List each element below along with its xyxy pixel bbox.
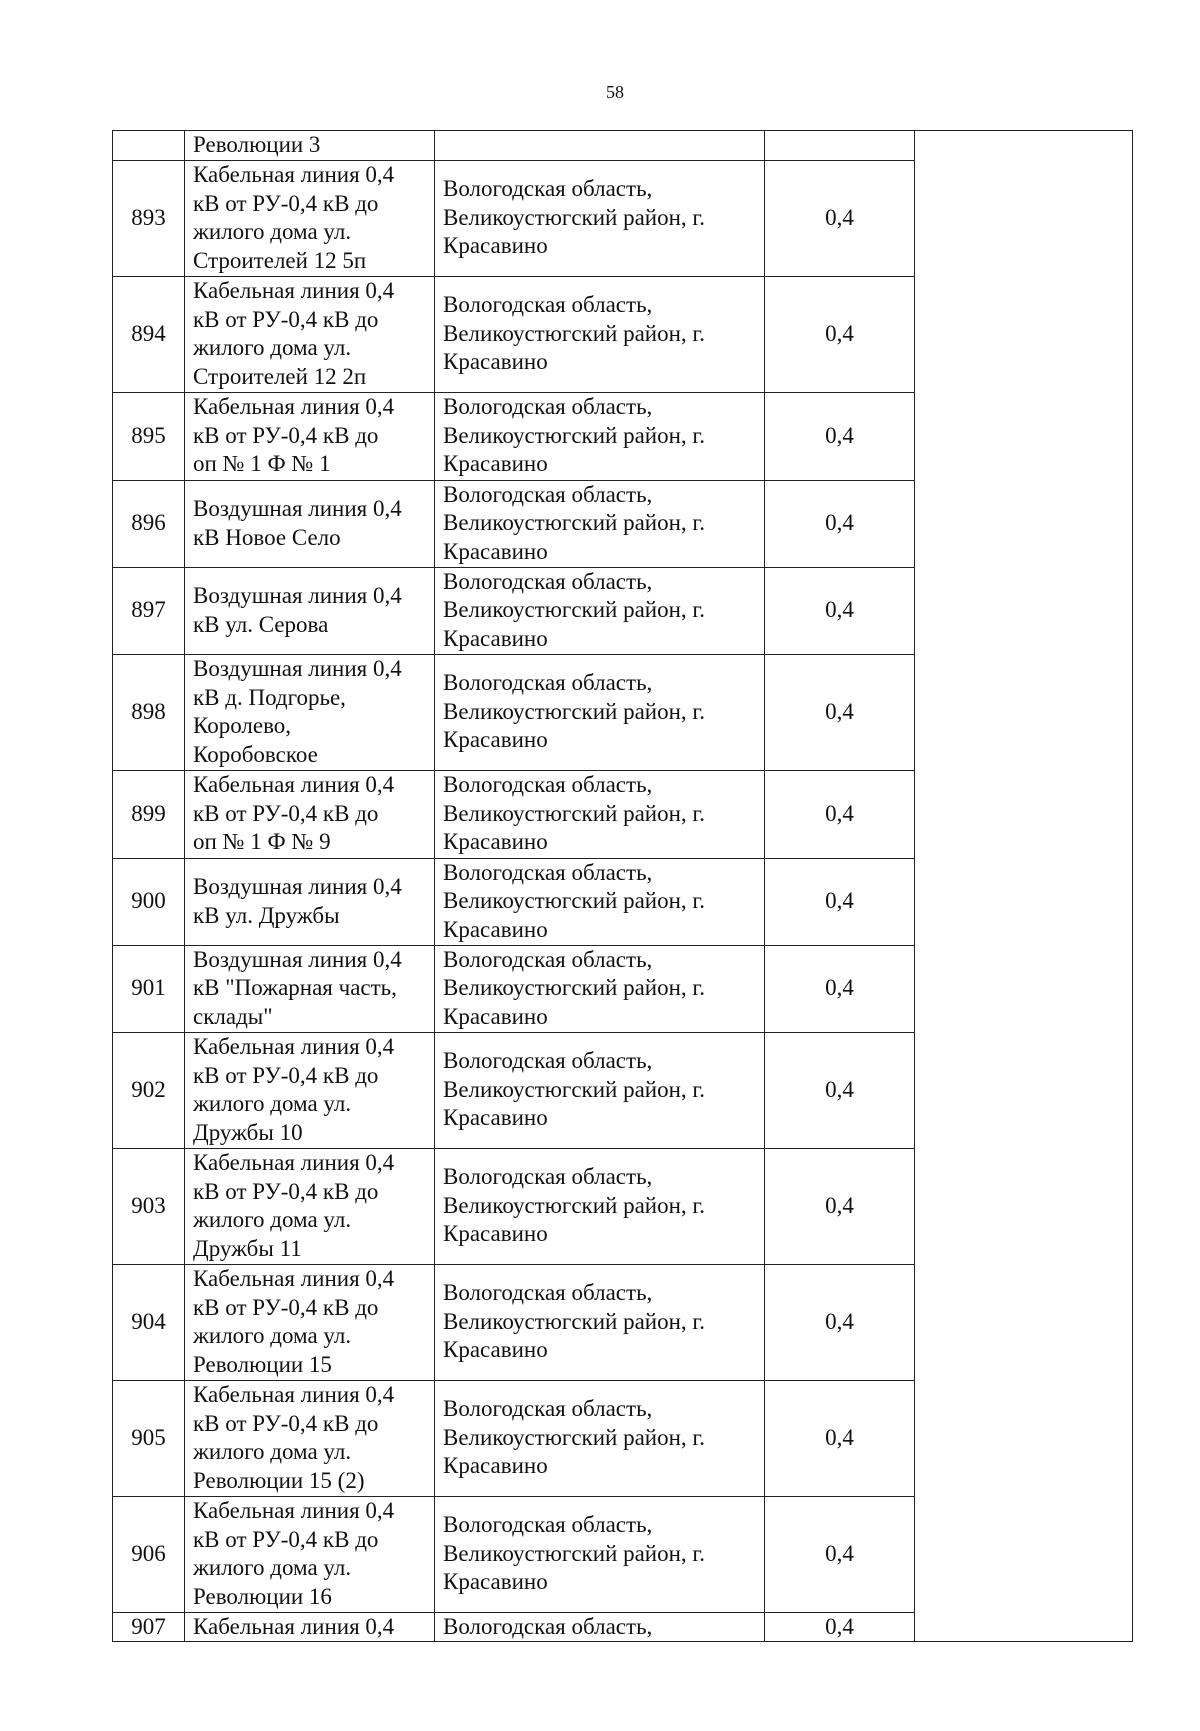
location-line: Великоустюгский район, г. (443, 597, 706, 623)
location-line: Великоустюгский район, г. (443, 1308, 706, 1334)
location-line: Вологодская область, (443, 1396, 653, 1422)
voltage: 0,4 (765, 1148, 915, 1264)
voltage: 0,4 (765, 1612, 915, 1642)
location-line: Вологодская область, (443, 481, 653, 507)
line-name (185, 276, 435, 392)
line-name (185, 1148, 435, 1264)
name-line: оп № 1 Ф № 1 (193, 451, 331, 477)
name-line: Строителей 12 5п (193, 247, 367, 273)
name-line: жилого дома ул. (193, 335, 352, 360)
location-line: Великоустюгский район, г. (443, 510, 706, 536)
location (435, 480, 765, 567)
line-name (185, 654, 435, 770)
location-line: Великоустюгский район, г. (443, 698, 706, 724)
row-number: 899 (113, 770, 185, 858)
name-line: кВ Новое Село (193, 524, 341, 550)
name-line: кВ от РУ-0,4 кВ до (193, 1410, 379, 1436)
name-line: Дружбы 10 (193, 1119, 303, 1145)
name-line: Воздушная линия 0,4 (193, 583, 402, 608)
register-table-body (113, 131, 1133, 1642)
voltage: 0,4 (765, 392, 915, 480)
name-line: оп № 1 Ф № 9 (193, 829, 331, 855)
location-line: Великоустюгский район, г. (443, 975, 706, 1001)
line-name (185, 1032, 435, 1148)
row-number: 905 (113, 1380, 185, 1496)
line-name (185, 945, 435, 1032)
name-line: Воздушная линия 0,4 (193, 496, 402, 521)
name-line: жилого дома ул. (193, 1323, 352, 1348)
voltage: 0,4 (765, 1264, 915, 1380)
voltage: 0,4 (765, 480, 915, 567)
name-line: Революции 15 (2) (193, 1467, 365, 1493)
row-number: 896 (113, 480, 185, 567)
line-name (185, 770, 435, 858)
location (435, 654, 765, 770)
voltage: 0,4 (765, 858, 915, 945)
row-number: 903 (113, 1148, 185, 1264)
name-line: Дружбы 11 (193, 1235, 302, 1261)
location (435, 1496, 765, 1612)
location-line: Вологодская область, (443, 394, 653, 420)
location (435, 1032, 765, 1148)
voltage: 0,4 (765, 1380, 915, 1496)
voltage: 0,4 (765, 1496, 915, 1612)
location (435, 160, 765, 276)
name-line: Кабельная линия 0,4 (193, 1382, 395, 1407)
location (435, 1380, 765, 1496)
name-line: кВ д. Подгорье, (193, 684, 346, 710)
name-line: склады" (193, 1003, 273, 1029)
location-line: Красавино (443, 625, 548, 651)
voltage: 0,4 (765, 567, 915, 654)
voltage: 0,4 (765, 654, 915, 770)
location-line: Красавино (443, 233, 548, 259)
location-line: Великоустюгский район, г. (443, 1540, 706, 1566)
name-line: Кабельная линия 0,4 (193, 278, 395, 303)
name-line: кВ от РУ-0,4 кВ до (193, 1526, 379, 1552)
name-line: жилого дома ул. (193, 1207, 352, 1232)
location-line: Красавино (443, 1003, 548, 1029)
name-line: Кабельная линия 0,4 (193, 1498, 395, 1523)
location-line: Великоустюгский район, г. (443, 204, 706, 230)
name-line: Революции 16 (193, 1583, 332, 1609)
line-name (185, 858, 435, 945)
location-line: Великоустюгский район, г. (443, 1424, 706, 1450)
location-line: Вологодская область, (443, 568, 653, 594)
name-line: кВ от РУ-0,4 кВ до (193, 306, 379, 332)
voltage: 0,4 (765, 945, 915, 1032)
name-line: Воздушная линия 0,4 (193, 656, 402, 681)
row-number: 897 (113, 567, 185, 654)
location (435, 1148, 765, 1264)
line-name (185, 1612, 435, 1642)
location-line: Красавино (443, 1105, 548, 1131)
name-line: Кабельная линия 0,4 (193, 1613, 395, 1639)
location (435, 858, 765, 945)
row-number: 904 (113, 1264, 185, 1380)
line-name (185, 1496, 435, 1612)
line-name (185, 392, 435, 480)
name-line: жилого дома ул. (193, 219, 352, 244)
name-line: кВ от РУ-0,4 кВ до (193, 800, 379, 826)
line-name (185, 480, 435, 567)
location-line: Великоустюгский район, г. (443, 888, 706, 914)
location-line: Вологодская область, (443, 772, 653, 798)
name-line: Кабельная линия 0,4 (193, 394, 395, 420)
location-cell (435, 131, 765, 161)
location-line: Вологодская область, (443, 1048, 653, 1074)
voltage: 0,4 (765, 1032, 915, 1148)
location-line: Красавино (443, 829, 548, 855)
name-line: жилого дома ул. (193, 1439, 352, 1464)
location (435, 567, 765, 654)
name-line: Строителей 12 2п (193, 363, 367, 389)
name-line: Коробовское (193, 741, 318, 767)
line-name (185, 1380, 435, 1496)
location-line: Вологодская область, (443, 670, 653, 696)
name-line: Кабельная линия 0,4 (193, 1266, 395, 1291)
line-name (185, 567, 435, 654)
line-name (185, 1264, 435, 1380)
name-line: Революции 3 (193, 132, 321, 157)
location-line: Великоустюгский район, г. (443, 422, 706, 448)
row-number: 907 (113, 1612, 185, 1642)
location (435, 770, 765, 858)
location-line: Красавино (443, 538, 548, 564)
row-number: 894 (113, 276, 185, 392)
location (435, 276, 765, 392)
name-line: кВ от РУ-0,4 кВ до (193, 422, 379, 448)
name-line: кВ ул. Дружбы (193, 902, 340, 928)
name-line: кВ от РУ-0,4 кВ до (193, 190, 379, 216)
row-number: 901 (113, 945, 185, 1032)
location-line: Красавино (443, 916, 548, 942)
location-line: Вологодская область, (443, 859, 653, 885)
location-line: Вологодская область, (443, 1512, 653, 1538)
name-line: Кабельная линия 0,4 (193, 162, 395, 187)
location (435, 945, 765, 1032)
voltage: 0,4 (765, 160, 915, 276)
table-row-continuation (113, 131, 1133, 161)
location-line: Вологодская область, (443, 1280, 653, 1306)
name-line: кВ "Пожарная часть, (193, 975, 397, 1001)
name-line: кВ от РУ-0,4 кВ до (193, 1294, 379, 1320)
row-number: 893 (113, 160, 185, 276)
location-line: Великоустюгский район, г. (443, 320, 706, 346)
location-line: Вологодская область, (443, 946, 653, 972)
location-line: Великоустюгский район, г. (443, 800, 706, 826)
location-line: Красавино (443, 1569, 548, 1595)
name-cell (185, 131, 435, 161)
page-number: 58 (606, 82, 624, 102)
location-line: Красавино (443, 349, 548, 375)
location (435, 1612, 765, 1642)
name-line: Воздушная линия 0,4 (193, 874, 402, 899)
name-line: кВ от РУ-0,4 кВ до (193, 1178, 379, 1204)
location-line: Вологодская область, (443, 1613, 653, 1639)
row-number: 898 (113, 654, 185, 770)
location-line: Красавино (443, 1337, 548, 1363)
name-line: жилого дома ул. (193, 1555, 352, 1580)
location-line: Вологодская область, (443, 176, 653, 202)
row-number: 900 (113, 858, 185, 945)
row-number: 902 (113, 1032, 185, 1148)
voltage-cell (765, 131, 915, 161)
location-line: Великоустюгский район, г. (443, 1076, 706, 1102)
name-line: Кабельная линия 0,4 (193, 772, 395, 798)
location-line: Вологодская область, (443, 292, 653, 318)
voltage: 0,4 (765, 770, 915, 858)
row-number: 906 (113, 1496, 185, 1612)
location-line: Великоустюгский район, г. (443, 1192, 706, 1218)
name-line: Кабельная линия 0,4 (193, 1150, 395, 1175)
name-line: Воздушная линия 0,4 (193, 946, 402, 972)
location-line: Красавино (443, 1453, 548, 1479)
row-number: 895 (113, 392, 185, 480)
location-line: Красавино (443, 1221, 548, 1247)
name-line: Кабельная линия 0,4 (193, 1034, 395, 1059)
location-line: Красавино (443, 451, 548, 477)
number-cell (113, 131, 185, 161)
location (435, 392, 765, 480)
location (435, 1264, 765, 1380)
name-line: кВ ул. Серова (193, 611, 329, 637)
name-line: кВ от РУ-0,4 кВ до (193, 1062, 379, 1088)
location-line: Вологодская область, (443, 1164, 653, 1190)
name-line: Революции 15 (193, 1351, 332, 1377)
line-name (185, 160, 435, 276)
name-line: жилого дома ул. (193, 1091, 352, 1116)
name-line: Королево, (193, 713, 292, 738)
location-line: Красавино (443, 727, 548, 753)
voltage: 0,4 (765, 276, 915, 392)
notes-column (915, 131, 1133, 1642)
register-table (112, 130, 1133, 1642)
